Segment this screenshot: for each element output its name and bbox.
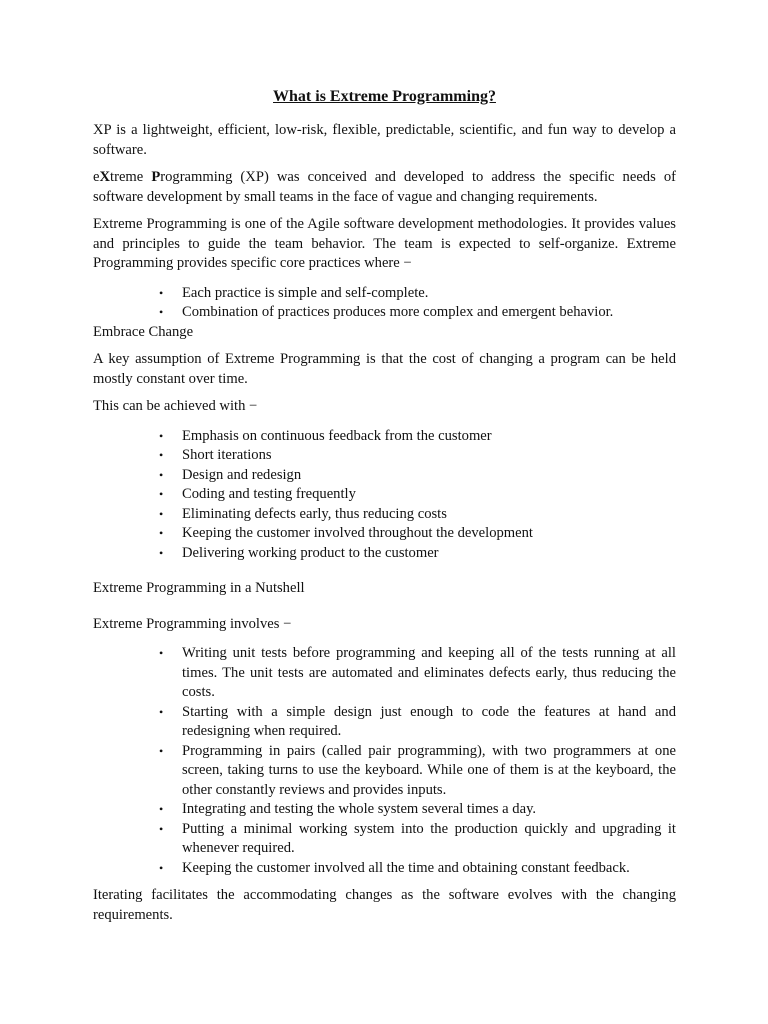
definition-x-letter: X [99,169,111,185]
definition-p-letter: P [151,169,161,185]
embrace-change-heading: Embrace Change [93,323,194,340]
list-item: • Coding and testing frequently [182,485,676,505]
achieved-intro: This can be achieved with − [93,398,258,414]
list-item: • Putting a minimal working system into the production quickly and upgrading it whenever required. [182,820,676,859]
list-item: • Emphasis on continuous feedback from the customer [182,427,676,447]
core-practices-list [93,284,676,323]
list-item: • Combination of practices produces more complex and emergent behavior. [182,303,676,323]
list-item: • Each practice is simple and self-complete. [182,284,676,304]
list-item: • Delivering working product to the customer [182,544,676,564]
assumption-paragraph: A key assumption of Extreme Programming is that the cost of changing a program can be held mostly constant over time. [93,351,676,387]
list-item: • Keeping the customer involved throughout the development [182,524,676,544]
list-item: • Programming in pairs (called pair programming), with two programmers at one screen, taking turns to use the keyboard. While one of them is at the keyboard, the other constantly reviews and provides inputs. [182,742,676,801]
involves-list [93,644,676,878]
list-item: • Keeping the customer involved all the time and obtaining constant feedback. [182,859,676,879]
definition-treme: treme [110,169,152,185]
list-item: • Integrating and testing the whole system several times a day. [182,800,676,820]
achieved-list [93,427,676,564]
intro-paragraph: XP is a lightweight, efficient, low-risk, flexible, predictable, scientific, and fun way to develop a software. [93,122,676,158]
list-item: • Starting with a simple design just enough to code the features at hand and redesigning when required. [182,703,676,742]
definition-paragraph [93,168,676,207]
list-item: • Eliminating defects early, thus reducing costs [182,505,676,525]
agile-paragraph: Extreme Programming is one of the Agile software development methodologies. It provides values and principles to guide the team behavior. The team is expected to self-organize. Extreme Programming provides specific core practices where − [93,216,676,271]
list-item: • Short iterations [182,446,676,466]
closing-paragraph: Iterating facilitates the accommodating changes as the software evolves with the changing requirements. [93,887,676,923]
page-title: What is Extreme Programming? [273,88,496,105]
definition-e-prefix: e [93,169,100,185]
definition-rest: rogramming (XP) was conceived and developed to address the specific needs of software development by small teams in the face of vague and changing requirements. [93,169,676,205]
involves-intro: Extreme Programming involves − [93,615,292,632]
nutshell-heading: Extreme Programming in a Nutshell [93,580,305,596]
list-item: • Design and redesign [182,466,676,486]
list-item: • Writing unit tests before programming and keeping all of the tests running at all times. The unit tests are automated and eliminates defects early, thus reducing the costs. [182,644,676,703]
